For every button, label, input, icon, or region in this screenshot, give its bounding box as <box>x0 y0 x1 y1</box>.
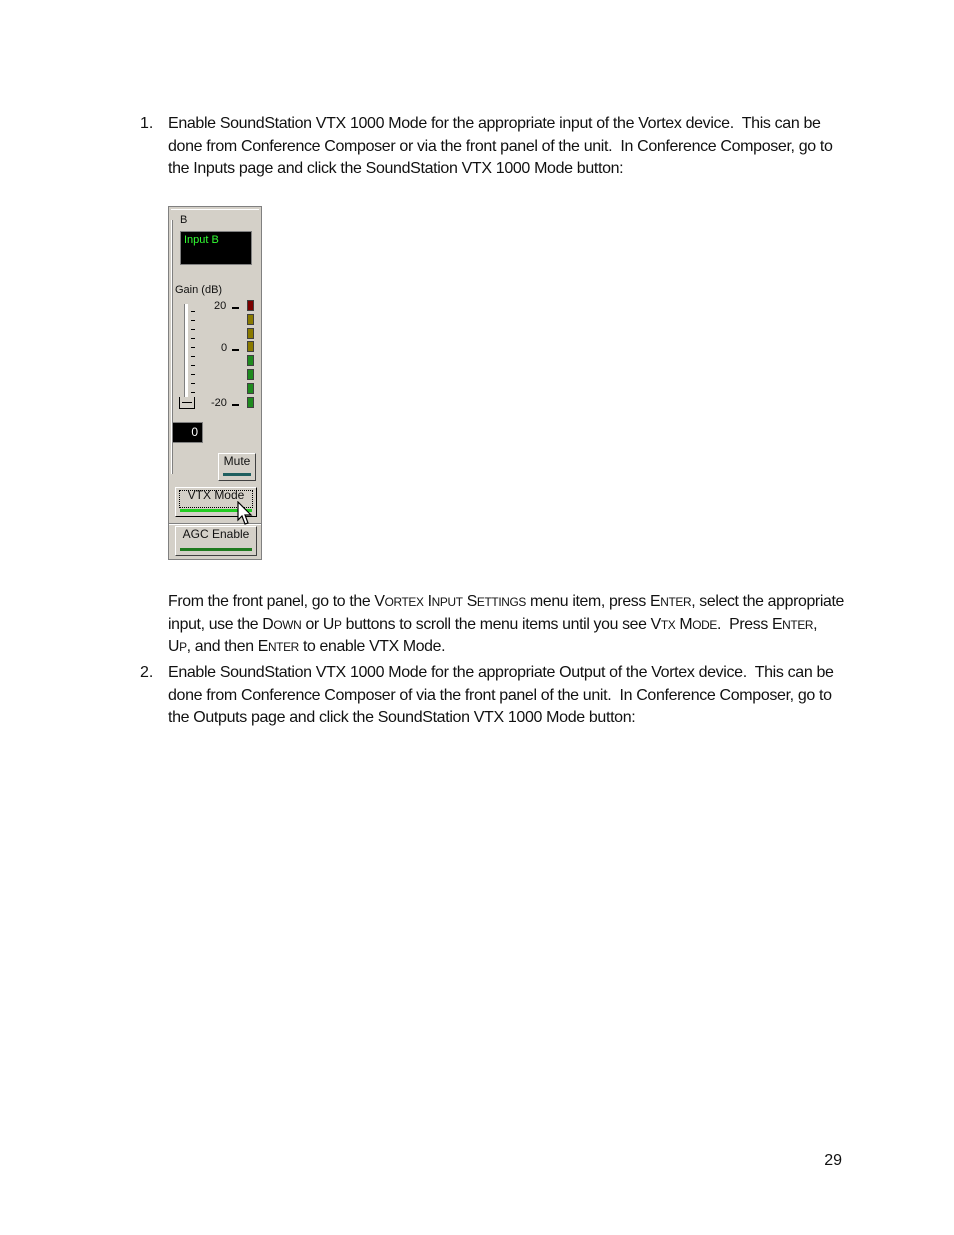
item-1-line-2: done from Conference Composer or via the front panel of the unit. In Conference Composer, go to <box>168 137 833 155</box>
slider-tick <box>191 356 195 357</box>
item-1-line-1: Enable SoundStation VTX 1000 Mode for the appropriate input of the Vortex device. This can be <box>168 115 821 132</box>
gain-slider-thumb[interactable] <box>179 397 195 409</box>
meter-led <box>247 397 254 408</box>
small-caps-text: NTER <box>782 617 814 632</box>
mute-indicator-bar <box>223 473 251 476</box>
input-name-display: Input B <box>180 231 252 265</box>
agc-indicator-bar <box>180 548 252 551</box>
scale-label-top: 20 <box>214 300 227 312</box>
slider-tick <box>191 392 195 393</box>
small-caps-text: NTER <box>267 640 299 654</box>
text: U <box>168 638 180 655</box>
small-caps-text: NPUT <box>431 595 463 609</box>
scale-dash <box>232 307 239 309</box>
agc-enable-button[interactable] <box>175 526 257 556</box>
small-caps-text: P <box>334 617 342 632</box>
slider-tick <box>191 329 195 330</box>
text: input, use the <box>168 615 263 633</box>
text: buttons to scroll the menu items until you see <box>341 615 651 633</box>
meter-led <box>247 328 254 339</box>
text: M <box>679 615 693 633</box>
text: , <box>813 615 818 633</box>
text: V <box>374 593 385 610</box>
small-caps-text: TX <box>660 617 676 632</box>
small-caps-text: ORTEX <box>384 595 424 609</box>
small-caps-text: P <box>179 640 187 654</box>
text: D <box>262 615 274 633</box>
mouse-cursor-icon <box>237 501 255 527</box>
text: S <box>466 593 477 610</box>
meter-led <box>247 341 254 352</box>
group-letter: B <box>180 214 188 226</box>
text: menu item, press <box>525 593 651 610</box>
slider-tick <box>191 311 195 312</box>
list-number-1: 1. <box>140 115 154 132</box>
text: E <box>257 638 268 655</box>
front-panel-line-1 <box>168 591 844 614</box>
meter-led <box>247 314 254 325</box>
meter-led <box>247 383 254 394</box>
item-2-text <box>168 662 848 730</box>
text: V <box>650 615 661 633</box>
slider-tick <box>191 347 195 348</box>
page-number: 29 <box>824 1152 842 1169</box>
text: U <box>322 615 335 633</box>
slider-tick <box>191 365 195 366</box>
text: , select the appropriate <box>691 593 844 610</box>
text: , and then <box>186 638 258 655</box>
item-2-line-1: Enable SoundStation VTX 1000 Mode for the appropriate Output of the Vortex device. This can be <box>168 664 834 681</box>
front-panel-line-3 <box>168 636 841 659</box>
front-panel-line-2 <box>168 614 841 637</box>
item-1-line-3: the Inputs page and click the SoundStation VTX 1000 Mode button: <box>168 160 624 177</box>
agc-enable-button-label: AGC Enable <box>182 527 250 541</box>
small-caps-text: OWN <box>273 617 302 632</box>
front-panel-text <box>168 591 844 659</box>
item-1-text <box>168 113 848 181</box>
text: to enable VTX Mode. <box>298 638 446 655</box>
list-number-2: 2. <box>140 664 154 681</box>
gain-label: Gain (dB) <box>175 284 223 296</box>
text: . Press <box>716 615 772 633</box>
vtx-mode-button-label: VTX Mode <box>187 488 245 502</box>
mute-button[interactable] <box>218 453 256 481</box>
small-caps-text: ETTINGS <box>476 595 526 609</box>
scale-label-mid: 0 <box>221 342 228 354</box>
text: E <box>771 615 783 633</box>
small-caps-text: ODE <box>692 617 717 632</box>
scale-label-bottom: -20 <box>211 397 227 409</box>
text: E <box>650 593 661 610</box>
slider-tick <box>191 338 195 339</box>
scale-dash <box>232 404 239 406</box>
meter-led <box>247 355 254 366</box>
slider-tick <box>191 320 195 321</box>
mute-button-label: Mute <box>223 454 251 468</box>
panel-top-edge <box>171 209 259 210</box>
gain-slider-track[interactable] <box>184 304 188 404</box>
meter-led <box>247 369 254 380</box>
text: From the front panel, go to the <box>168 593 375 610</box>
slider-tick <box>191 374 195 375</box>
item-2-line-3: the Outputs page and click the SoundStation VTX 1000 Mode button: <box>168 709 636 726</box>
input-channel-panel <box>168 206 262 560</box>
small-caps-text: NTER <box>660 595 692 609</box>
scale-dash <box>232 349 239 351</box>
text: I <box>427 593 432 610</box>
slider-tick <box>191 383 195 384</box>
gain-value-display[interactable]: 0 <box>172 422 203 443</box>
text: or <box>301 615 323 633</box>
item-2-line-2: done from Conference Composer of via the front panel of the unit. In Conference Composer, go to <box>168 686 832 704</box>
meter-led <box>247 300 254 311</box>
